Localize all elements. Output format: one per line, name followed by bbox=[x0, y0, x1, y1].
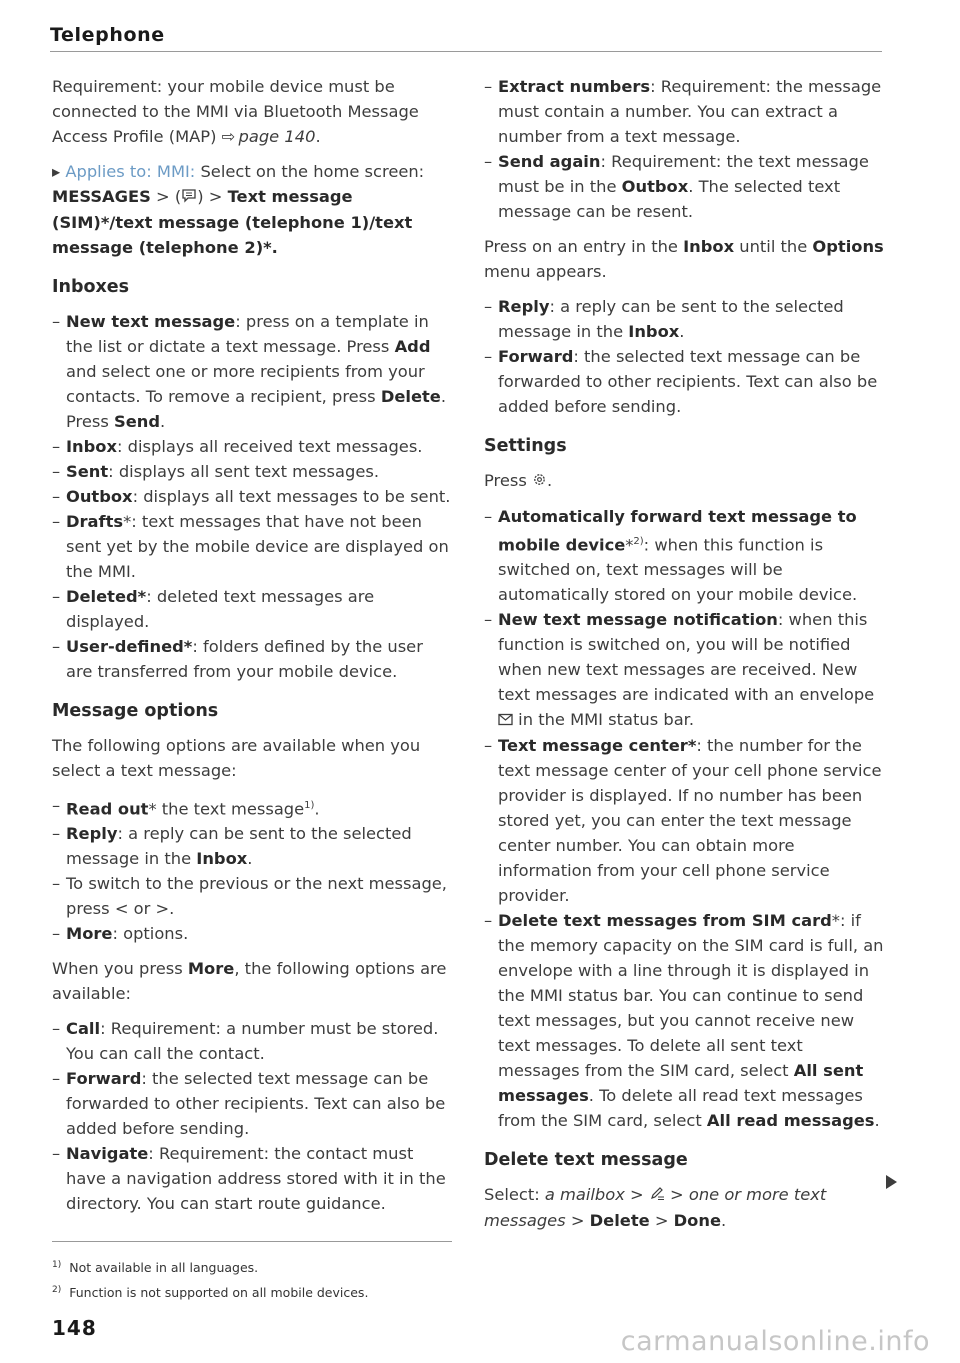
term: Delete bbox=[589, 1211, 650, 1231]
list-item bbox=[52, 484, 452, 509]
header-divider bbox=[50, 51, 882, 52]
applies-to-label: Applies to: MMI: bbox=[65, 162, 196, 181]
punct: . bbox=[721, 1211, 727, 1231]
settings-heading: Settings bbox=[484, 436, 567, 456]
punct: . bbox=[271, 238, 278, 257]
term: More bbox=[66, 924, 113, 944]
list-item bbox=[52, 1016, 452, 1066]
text: in the MMI status bar. bbox=[513, 710, 695, 730]
text: *: text messages that have not been sent yet by the mobile device are displayed on the MMI. bbox=[66, 512, 449, 581]
text: : displays all received text messages. bbox=[117, 437, 423, 456]
text: . The selected text message can be resent. bbox=[498, 177, 841, 221]
press-entry-paragraph bbox=[484, 234, 886, 284]
text: : a reply can be sent to the selected message in the bbox=[498, 297, 844, 341]
footnote-text: Not available in all languages. bbox=[69, 1260, 259, 1276]
text: : displays all text messages to be sent. bbox=[132, 487, 451, 506]
term: Reply bbox=[66, 824, 118, 844]
list-item bbox=[484, 74, 886, 149]
term: Read out bbox=[66, 799, 149, 819]
text: : the number for the text message center of your cell phone service provider is displayed. If no number has been stored yet, you can enter the text message center number. You can obtain more information from your cell phone service provider. bbox=[498, 736, 882, 906]
list-item bbox=[52, 1141, 452, 1216]
term: All sent messages bbox=[498, 1061, 864, 1106]
term: Navigate bbox=[66, 1144, 149, 1164]
term: All read messages bbox=[706, 1111, 875, 1131]
text: : when this function is switched on, text messages will be automatically stored on your mobile device. bbox=[498, 535, 858, 605]
term: Done bbox=[673, 1211, 722, 1231]
term: Outbox bbox=[66, 487, 133, 506]
list-item bbox=[52, 1066, 452, 1141]
text: : deleted text messages are displayed. bbox=[66, 587, 375, 631]
page-section-title: Telephone bbox=[50, 24, 165, 46]
left-column bbox=[52, 74, 452, 1226]
text: Select: bbox=[484, 1185, 545, 1205]
select-messages-step: one or more text messages bbox=[484, 1185, 827, 1231]
next-icon: > bbox=[155, 899, 170, 919]
text: : options. bbox=[112, 924, 189, 944]
term: Extract numbers bbox=[498, 77, 651, 96]
text: * bbox=[625, 535, 634, 555]
envelope-icon bbox=[498, 708, 513, 733]
more-intro bbox=[52, 956, 452, 1006]
text: *: if the memory capacity on the SIM card is full, an envelope with a line through it is displayed in the MMI status bar. You can continue to send text messages, but you cannot receive new text messages. To delete all sent text messages from the SIM card, select bbox=[498, 911, 884, 1081]
list-item bbox=[484, 733, 886, 908]
inbox-options-list bbox=[484, 294, 886, 419]
text: * the text message bbox=[148, 799, 305, 819]
settings-press bbox=[484, 468, 886, 494]
term: Deleted* bbox=[66, 587, 147, 606]
list-item bbox=[484, 607, 886, 733]
text: : the selected text message can be forwarded to other recipients. Text can also be added before sending. bbox=[66, 1069, 446, 1139]
text: Press on an entry in the bbox=[484, 237, 684, 256]
term: More bbox=[187, 959, 235, 979]
list-item bbox=[52, 871, 452, 921]
separator: > bbox=[649, 1211, 674, 1231]
mailbox-step: a mailbox bbox=[544, 1185, 625, 1205]
term: Drafts bbox=[66, 512, 124, 531]
footnote-mark: 2) bbox=[52, 1285, 62, 1296]
list-item bbox=[484, 504, 886, 607]
list-item bbox=[52, 459, 452, 484]
list-item bbox=[52, 509, 452, 584]
text: : folders defined by the user are transferred from your mobile device. bbox=[66, 637, 423, 681]
punct: . bbox=[315, 127, 321, 146]
watermark: carmanualsonline.info bbox=[620, 1326, 930, 1357]
term: Options bbox=[812, 237, 884, 256]
separator: > ( bbox=[150, 187, 182, 206]
text: , the following options are available: bbox=[52, 959, 447, 1004]
footnote-divider bbox=[52, 1241, 452, 1242]
footnote-2 bbox=[52, 1279, 368, 1304]
list-item bbox=[52, 821, 452, 871]
message-bubble-icon bbox=[181, 185, 197, 210]
punct: . bbox=[247, 849, 253, 869]
footnote-mark: 1) bbox=[52, 1260, 62, 1270]
list-item bbox=[484, 294, 886, 344]
list-item bbox=[52, 309, 452, 434]
term: Text message center* bbox=[498, 736, 697, 756]
delete-steps bbox=[484, 1182, 886, 1233]
inboxes-list bbox=[52, 309, 452, 684]
list-item bbox=[52, 634, 452, 684]
punct: . bbox=[314, 799, 320, 819]
term: Send bbox=[114, 412, 161, 431]
text: : press on a template in the list or dictate a text message. Press bbox=[66, 312, 429, 356]
text: : when this function is switched on, you will be notified when new text messages are received. New text messages are indicated with an envelope bbox=[498, 610, 875, 705]
text: : Requirement: the text message must be in the bbox=[498, 152, 869, 196]
settings-list bbox=[484, 504, 886, 1133]
text: To switch to the previous or the next message, press bbox=[66, 874, 447, 919]
applies-paragraph bbox=[52, 159, 452, 260]
footnote-ref: 2) bbox=[633, 536, 644, 547]
requirement-text: Requirement: your mobile device must be connected to the MMI via Bluetooth Message Access Profile (MAP) bbox=[52, 77, 419, 146]
text: : displays all sent text messages. bbox=[108, 462, 379, 481]
text: When you press bbox=[52, 959, 188, 979]
text: or bbox=[128, 899, 156, 919]
more-options-list bbox=[52, 1016, 452, 1216]
punct: . bbox=[169, 899, 175, 919]
more-options-list-cont bbox=[484, 74, 886, 224]
previous-icon: < bbox=[114, 899, 129, 919]
text: : the selected text message can be forwarded to other recipients. Text can also be added before sending. bbox=[498, 347, 878, 416]
punct: . bbox=[547, 471, 553, 490]
page-ref-link[interactable]: page 140 bbox=[238, 127, 316, 146]
footnote-text: Function is not supported on all mobile devices. bbox=[69, 1285, 369, 1301]
gear-icon bbox=[532, 469, 547, 494]
term: Inbox bbox=[683, 237, 735, 256]
term: Delete text messages from SIM card bbox=[498, 911, 832, 931]
term: Send again bbox=[498, 152, 601, 171]
text: : Requirement: the contact must have a navigation address stored with it in the directory. You can start route guidance. bbox=[66, 1144, 446, 1214]
term: Delete bbox=[380, 387, 441, 406]
separator: > bbox=[664, 1185, 689, 1205]
text: and select one or more recipients from your contacts. To remove a recipient, press bbox=[66, 362, 425, 406]
separator: ) > bbox=[197, 187, 228, 206]
text-message-menu-label: Text message (SIM)*/text message (telephone 1)/text message (telephone 2)* bbox=[52, 187, 413, 257]
term: Automatically forward text message to mobile device bbox=[498, 507, 857, 555]
separator: > bbox=[565, 1211, 590, 1231]
text: . bbox=[160, 412, 166, 431]
edit-list-icon bbox=[649, 1183, 665, 1208]
term: Reply bbox=[498, 297, 550, 316]
term: Inbox bbox=[196, 849, 248, 869]
applies-text: Select on the home screen: bbox=[195, 162, 425, 181]
list-item bbox=[52, 921, 452, 946]
page-number: 148 bbox=[52, 1316, 97, 1340]
term: User-defined* bbox=[66, 637, 193, 656]
text: until the bbox=[734, 237, 813, 256]
punct: . bbox=[679, 322, 685, 341]
footnote-ref: 1) bbox=[304, 800, 315, 811]
page-ref-arrow-icon: ⇨ bbox=[221, 127, 236, 146]
text: . Press bbox=[66, 387, 447, 431]
term: Outbox bbox=[621, 177, 689, 196]
list-item bbox=[52, 793, 452, 821]
text: menu appears. bbox=[484, 262, 607, 281]
term: New text message bbox=[66, 312, 236, 331]
term: Sent bbox=[66, 462, 109, 481]
text: : Requirement: the message must contain a number. You can extract a number from a text message. bbox=[498, 77, 882, 146]
inboxes-heading: Inboxes bbox=[52, 277, 130, 297]
right-column bbox=[484, 74, 886, 1243]
list-item bbox=[52, 434, 452, 459]
text: Press bbox=[484, 471, 527, 490]
continue-arrow-icon bbox=[886, 1175, 897, 1189]
list-item bbox=[484, 344, 886, 419]
footnote-1 bbox=[52, 1254, 368, 1279]
list-item bbox=[484, 149, 886, 224]
term: Inbox bbox=[66, 437, 117, 456]
step-bullet-icon: ▸ bbox=[52, 162, 61, 181]
separator: > bbox=[624, 1185, 649, 1205]
requirement-paragraph bbox=[52, 74, 452, 149]
text: . To delete all read text messages from the SIM card, select bbox=[498, 1086, 863, 1131]
term: Forward bbox=[498, 347, 574, 366]
term: Call bbox=[66, 1019, 101, 1039]
list-item bbox=[484, 908, 886, 1133]
message-options-heading: Message options bbox=[52, 701, 219, 721]
term: Inbox bbox=[628, 322, 680, 341]
term: Add bbox=[394, 337, 431, 356]
options-list bbox=[52, 793, 452, 946]
list-item bbox=[52, 584, 452, 634]
text: : Requirement: a number must be stored. You can call the contact. bbox=[66, 1019, 439, 1064]
footnotes bbox=[52, 1254, 368, 1304]
term: Forward bbox=[66, 1069, 142, 1089]
messages-menu-label: MESSAGES bbox=[52, 187, 151, 206]
text: : a reply can be sent to the selected message in the bbox=[66, 824, 412, 869]
options-intro: The following options are available when you select a text message: bbox=[52, 736, 421, 780]
term: New text message notification bbox=[498, 610, 778, 630]
delete-message-heading: Delete text message bbox=[484, 1150, 688, 1171]
text: . bbox=[874, 1111, 880, 1131]
